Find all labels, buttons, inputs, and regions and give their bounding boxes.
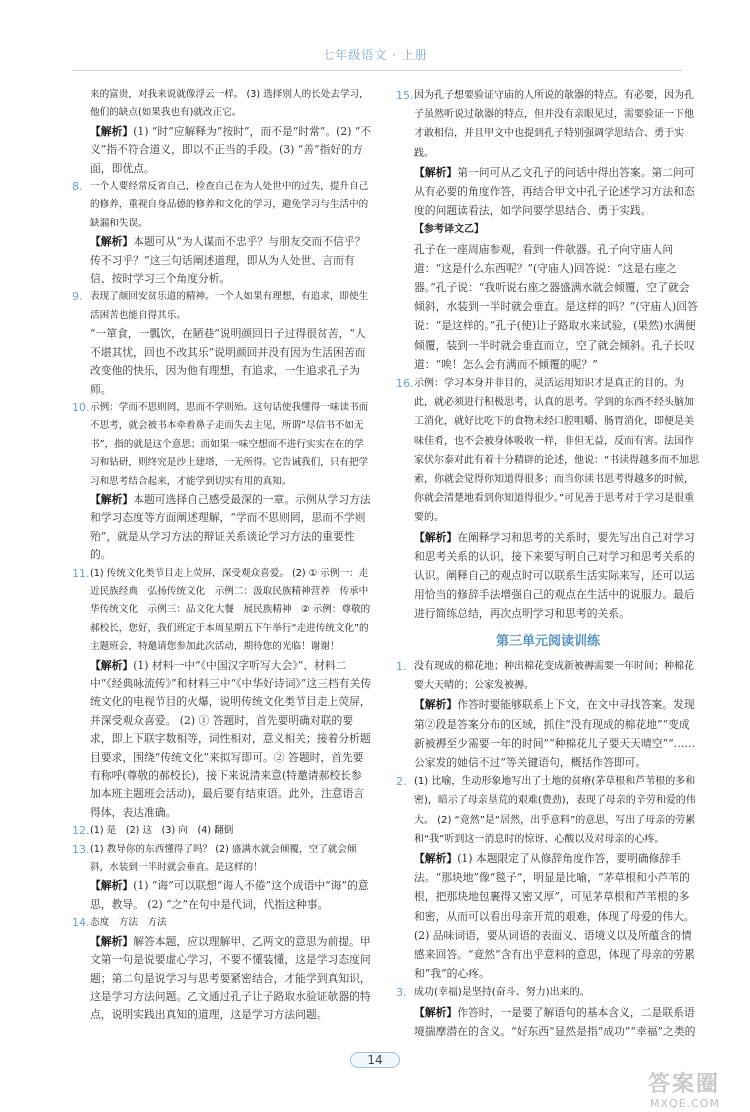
analysis-note	[90, 123, 372, 178]
translation-title: 【参考译文乙】	[414, 224, 484, 236]
question-number: 16.	[396, 377, 414, 391]
analysis-text: 本题可选择自己感受最深的一章。示例从学习方法和学习态度等方面阐述理解，“学而不思则罔，思而不学则殆”，就是从学习方法的辩证关系谈论学习方法的重要性的。	[90, 492, 371, 562]
answer-item	[72, 914, 372, 1024]
analysis-note	[414, 849, 700, 983]
analysis-text: 本题可从“为人谋而不忠乎？与朋友交而不信乎？传不习乎？”这三句话阐述道理，即从为人处世、言而有信、按时学习三个角度分析。	[90, 235, 366, 286]
answer-text: 一个人要经常反省自己，检查自己在为人处世中的过失，提升自己的修养，重视自身品德的修养和文化的学习，避免学习与生活中的缺漏和失误。	[90, 181, 369, 229]
header-rule	[72, 70, 682, 71]
answer-text: 表现了颜回安贫乐道的精神。一个人如果有理想，有追求，即使生活困苦也能自得其乐。	[90, 291, 369, 321]
question-number: 1.	[396, 659, 407, 673]
answer-item	[72, 178, 372, 288]
analysis-note	[414, 528, 700, 624]
analysis-text: 第一问可从乙文孔子的问话中得出答案。第二问可从有必要的角度作答，再结合甲文中孔子论述学习方法和态度的问题读看法，如学问要学思结合、勇于实践。	[414, 165, 695, 218]
analysis-tag: 【解析】	[414, 1005, 458, 1019]
answer-text: (1) 是 (2) 这 (3) 向 (4) 翻倒	[90, 825, 234, 837]
analysis-tag: 【解析】	[90, 124, 134, 138]
analysis-note	[90, 933, 372, 1025]
question-number: 11.	[72, 566, 90, 580]
question-number: 10.	[72, 400, 90, 414]
analysis-text: “一箪食，一瓢饮，在陋巷”说明颜回日子过得很贫苦，“人不堪其忧，回也不改其乐”说明颜回并没有因为生活困苦而改变他的快乐，因为他有理想，有追求，一生追求孔子为师。	[90, 327, 366, 396]
analysis-text: (1) “诲”可以联想“诲人不倦”这个成语中“诲”的意思，教导。 (2) “之”在句中是代词，代指这种事。	[90, 879, 369, 911]
watermark-url: MXQE.COM	[650, 1097, 720, 1110]
analysis-text: 作答时，一是要了解语句的基本含义，二是联系语境揣摩潜在的含义。“好东西”显然是指“成功”“幸福”之类的	[414, 1005, 696, 1038]
answer-text: 没有现成的棉花地；种出棉花变成新被褥需要一年时间；种棉花要大天晴的；公家发被褥。	[414, 660, 694, 692]
left-column	[72, 86, 372, 1025]
answer-text: 成功(幸福)是坚持(奋斗、努力)出来的。	[414, 987, 590, 999]
watermark-logo: 答案圈	[647, 1072, 720, 1097]
question-number: 14.	[72, 916, 90, 930]
analysis-text: (1) 本题限定了从修辞角度作答，要明确修辞手法。“那块地”像“毯子”，明显是比喻，“茅草根和小芦苇的根，把那块地包裹得又密又厚”，可见茅草根和芦苇根的多和密，从而可以看出母亲开荒的艰难，体现了母爱的伟大。(2) 品味词语，要从词语的表面义、语境义以及所蕴含的情感来回答。“竟然”含有出乎意料的意思，体现了母亲的劳累和“我”的心疼。	[414, 851, 695, 981]
answer-item	[396, 220, 700, 374]
section-title: 第三单元阅读训练	[495, 633, 600, 649]
analysis-tag: 【解析】	[90, 492, 134, 506]
analysis-note	[414, 163, 700, 221]
analysis-text: (1) 材料一中“《中国汉字听写大会》”、材料二中“《经典咏流传》”和材料三中“《中华好诗词》”这三档有关传统文化的电视节目的火爆，说明传统文化类节目走上荧屏，并深受观众喜爱。 (2) ① 答题时，首先要明确对联的要求，即上下联字数相等，词性相对，意义相关；接着分析题目要求，围绕“传统文化”来拟写即可。② 答题时，首先要有称呼(尊敬的郝校长)，接下来说清来意(特邀请郝校长参加本班主题班会活动)，最后要有结束语。此外，注意语言得体，表达准确。	[90, 658, 372, 819]
page-number-badge	[0, 1052, 750, 1068]
question-number: 2.	[396, 775, 407, 789]
answer-text: 示例：学而不思则罔，思而不学则殆。这句话使我懂得一味读书而不思考，就会被书本牵着鼻子走而失去主见，所谓“尽信书不如无书”，指的就是这个意思；而如果一味空想而不进行实实在在的学习和钻研，则终究是沙上建塔，一无所得。它告诫我们，只有把学习和思考结合起来，才能学到切实有用的真知。	[90, 401, 369, 487]
answer-item	[72, 822, 372, 840]
answer-text: 因为孔子想要验证守庙的人所说的欹器的特点。有必要，因为孔子虽然听说过欹器的特点，但并没有亲眼见过，需要验证一下他才敢相信，并且甲文中也提到孔子特别强调学思结合、勇于实践。	[414, 90, 694, 159]
answer-item	[396, 983, 700, 1041]
right-column	[396, 86, 700, 1041]
answer-item	[396, 374, 700, 624]
answer-text: 来的富贵，对我来说就像浮云一样。 (3) 选择别人的长处去学习，他们的缺点(如果我也有)就改正它。	[90, 89, 369, 119]
analysis-note	[90, 657, 372, 823]
answer-text: 示例：学习本身并非目的，灵活运用知识才是真正的目的。为此，就必须进行积极思考，认真的思考。学到的东西不经头脑加工消化，就好比吃下的食物未经口腔咀嚼、肠胃消化，即便是美味佳肴，也不会被身体吸收一样，非但无益，反而有害。法国作家伏尔泰对此有着十分精辟的论述，他说：“书读得越多而不加思索，你就会觉得你知道得很多；而当你读书思考得越多的时候，你就会清楚地看到你知道得很少。”可见善于思考对于学习是很重要的。	[414, 378, 700, 524]
analysis-tag: 【解析】	[414, 165, 458, 179]
analysis-tag: 【解析】	[414, 530, 458, 544]
question-number: 13.	[72, 842, 90, 856]
answer-text: (1) 传统文化类节目走上荧屏，深受观众喜爱。 (2) ① 示例一：走近民族经典 弘扬传统文化 示例二：汲取民族精神营养 传承中华传统文化 示例三：品文化大餐 展民族精神 ② 示例：尊敬的郝校长，您好，我们班定于本周星期五下午举行“走进传统文化”的主题班会，特邀请您参加此次活动，期待您的光临！谢谢！	[90, 567, 371, 653]
answer-item	[72, 565, 372, 823]
analysis-tag: 【解析】	[414, 698, 458, 712]
answer-text: (1) 比喻，生动形象地写出了土地的贫瘠(茅草根和芦苇根的多和密)，暗示了母亲垦荒的艰难(费劲)，表现了母亲的辛劳和爱的伟大。 (2) “竟然”是“居然，出乎意料”的意思，写出了母亲的劳累和“我”听到这一消息时的惊讶、心酸以及对母亲的心疼。	[414, 776, 696, 845]
answer-item	[396, 86, 700, 220]
answer-item	[72, 86, 372, 178]
analysis-note	[90, 877, 372, 914]
analysis-note	[414, 1003, 700, 1041]
analysis-note	[90, 325, 372, 399]
question-number: 8.	[72, 180, 83, 194]
analysis-note	[90, 491, 372, 565]
analysis-tag: 【解析】	[90, 235, 134, 249]
question-number: 15.	[396, 89, 414, 102]
answer-text: (1) 教导你的东西懂得了吗？ (2) 盛满水就会倾覆，空了就会倾斜，水装到一半时就会垂直。是这样的！	[90, 843, 357, 874]
answer-item	[72, 841, 372, 915]
answer-item	[396, 772, 700, 983]
analysis-tag: 【解析】	[90, 658, 134, 672]
answer-item	[396, 657, 700, 772]
analysis-text: 孔子在一座周庙参观，看到一件欹器。孔子向守庙人问道：“这是什么东西呢？”(守庙人)回答说：“这是右座之器。”孔子说：“我听说右座之器盛满水就会倾覆，空了就会倾斜，水装到一半时就会垂直。是这样的吗？”(守庙人)回答说：“是这样的。”孔子(使)让子路取水来试验，(果然)水满便倾覆，装到一半时就会垂直而立，空了就会倾斜。孔子长叹道：“唉！怎么会有满而不倾覆的呢？”	[414, 242, 698, 371]
analysis-note	[414, 695, 700, 772]
page-header: 七年级语文 · 上册	[322, 48, 428, 62]
question-number: 12.	[72, 824, 90, 838]
answer-item	[72, 399, 372, 565]
question-number: 9.	[72, 290, 83, 304]
analysis-note	[90, 233, 372, 288]
analysis-text: 作答时要能够联系上下文，在文中寻找答案。发现第②段是答案分布的区域，抓住“没有现成的棉花地”“变成新被褥至少需要一年的时间”“种棉花儿子要天天晴空”“……公家发的她信不过”等关键语句，概括作答即可。	[414, 698, 696, 769]
question-number: 3.	[396, 986, 407, 1000]
analysis-tag: 【解析】	[414, 851, 458, 865]
answer-text: 态度 方法 方法	[90, 917, 167, 929]
page-number: 14	[350, 1052, 399, 1068]
analysis-note	[414, 240, 700, 374]
analysis-tag: 【解析】	[90, 879, 134, 893]
analysis-text: 解答本题，应以理解甲、乙两文的意思为前提。甲文第一句是说要虚心学习，不要不懂装懂，这是学习态度问题；第二句是说学习与思考要紧密结合，才能学到真知识，这是学习方法问题。乙文通过孔子让子路取水验证欹器的特点，说明实践出真知的道理，这是学习方法问题。	[90, 934, 371, 1022]
analysis-text: (1) “时”应解释为“按时”，而不是“时常”。(2) “不义”指不符合道义，即以不正当的手段。(3) “善”指好的方面，即优点。	[90, 124, 372, 175]
analysis-text: 在阐释学习和思考的关系时，要先写出自己对学习和思考关系的认识，接下来要写明自己对学习和思考关系的认识。阐释自己的观点时可以联系生活实际来写，还可以运用恰当的修辞手法增强自己的观点在生活中的说服力。最后进行简练总结，再次点明学习和思考的关系。	[414, 530, 695, 621]
answer-item	[72, 288, 372, 398]
analysis-tag: 【解析】	[90, 934, 134, 948]
